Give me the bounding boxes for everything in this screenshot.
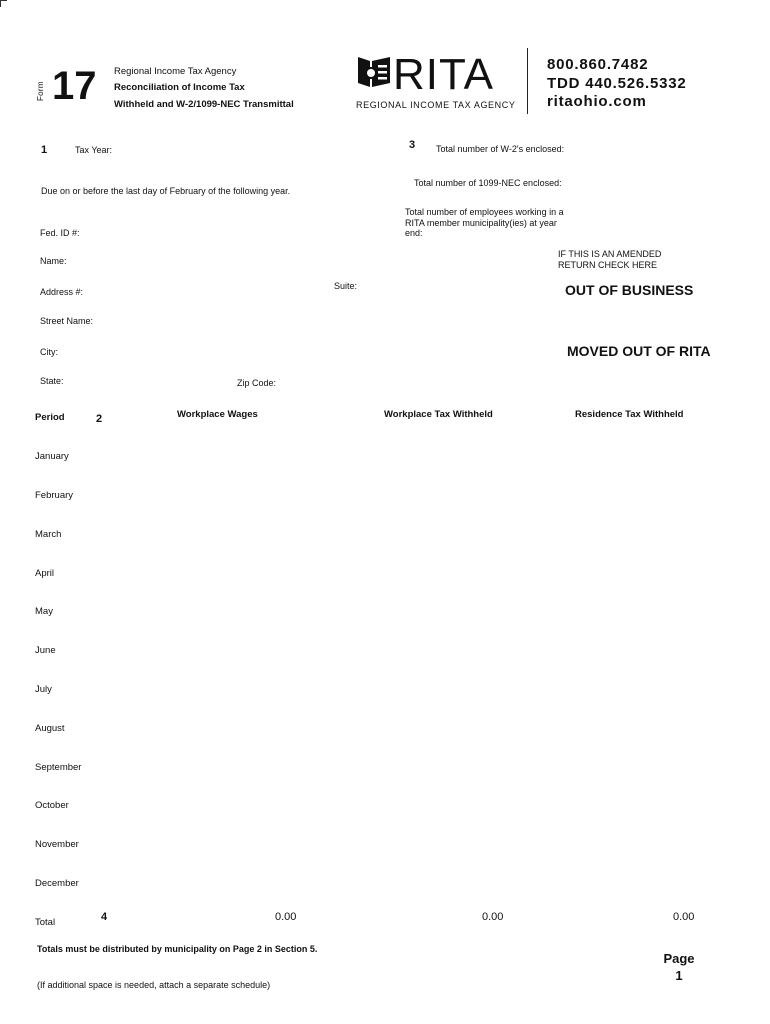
amended-label-line1: IF THIS IS AN AMENDED	[558, 249, 662, 259]
month-row: October	[35, 800, 69, 811]
month-row: April	[35, 568, 55, 579]
total-wages-value: 0.00	[275, 911, 297, 923]
street-name-label: Street Name:	[40, 316, 94, 326]
form-number: 17	[52, 64, 97, 108]
section-1-number: 1	[41, 144, 48, 156]
month-row: November	[35, 839, 79, 850]
city-label: City:	[40, 347, 58, 357]
amended-label-line2: RETURN CHECK HERE	[558, 260, 658, 270]
additional-space-note: (If additional space is needed, attach a separate schedule)	[37, 980, 271, 990]
month-row: May	[35, 606, 53, 617]
tax-year-label: Tax Year:	[75, 145, 113, 155]
rita-logo-icon	[356, 55, 392, 89]
period-header: Period	[35, 412, 65, 423]
form-word: Form	[36, 81, 45, 101]
month-row: January	[35, 451, 69, 462]
tdd-number: TDD 440.526.5332	[547, 75, 687, 92]
totals-distribution-note: Totals must be distributed by municipality on Page 2 in Section 5.	[37, 944, 318, 954]
month-row: March	[35, 529, 62, 540]
logo-text: RITA	[393, 50, 494, 99]
employees-label-line3: end:	[405, 228, 423, 238]
fed-id-label: Fed. ID #:	[40, 228, 80, 238]
employees-label-line2: RITA member municipality(ies) at year	[405, 218, 557, 228]
name-label: Name:	[40, 256, 67, 266]
corner-mark	[0, 0, 7, 7]
due-note: Due on or before the last day of February of the following year.	[41, 186, 291, 196]
state-label: State:	[40, 376, 64, 386]
form-title-line1: Reconciliation of Income Tax	[114, 82, 245, 93]
agency-line: Regional Income Tax Agency	[114, 66, 237, 77]
month-row: February	[35, 490, 74, 501]
total-tax-withheld-value: 0.00	[482, 911, 504, 923]
employees-label-line1: Total number of employees working in a	[405, 207, 564, 217]
out-of-business-label: OUT OF BUSINESS	[565, 282, 694, 298]
workplace-wages-header: Workplace Wages	[177, 409, 258, 420]
phone-number: 800.860.7482	[547, 56, 649, 73]
form-title-line2: Withheld and W-2/1099-NEC Transmittal	[114, 99, 294, 110]
zip-code-label: Zip Code:	[237, 378, 277, 388]
address-label: Address #:	[40, 287, 84, 297]
total-label: Total	[35, 917, 56, 928]
page-number: 1	[675, 968, 683, 983]
moved-out-label: MOVED OUT OF RITA	[567, 343, 711, 359]
total-residence-value: 0.00	[673, 911, 695, 923]
website: ritaohio.com	[547, 93, 647, 110]
w2-count-label: Total number of W-2's enclosed:	[436, 144, 565, 154]
month-row: December	[35, 878, 79, 889]
section-4-number: 4	[101, 911, 108, 923]
section-3-number: 3	[409, 139, 416, 151]
month-row: June	[35, 645, 56, 656]
header-divider	[527, 48, 528, 114]
month-row: August	[35, 723, 65, 734]
nec-count-label: Total number of 1099-NEC enclosed:	[414, 178, 562, 188]
suite-label: Suite:	[334, 281, 358, 291]
section-2-number: 2	[96, 413, 103, 425]
month-row: July	[35, 684, 52, 695]
residence-tax-header: Residence Tax Withheld	[575, 409, 684, 420]
month-row: September	[35, 762, 82, 773]
page-word: Page	[663, 951, 695, 966]
logo-subtitle: REGIONAL INCOME TAX AGENCY	[356, 100, 516, 110]
workplace-tax-header: Workplace Tax Withheld	[384, 409, 493, 420]
